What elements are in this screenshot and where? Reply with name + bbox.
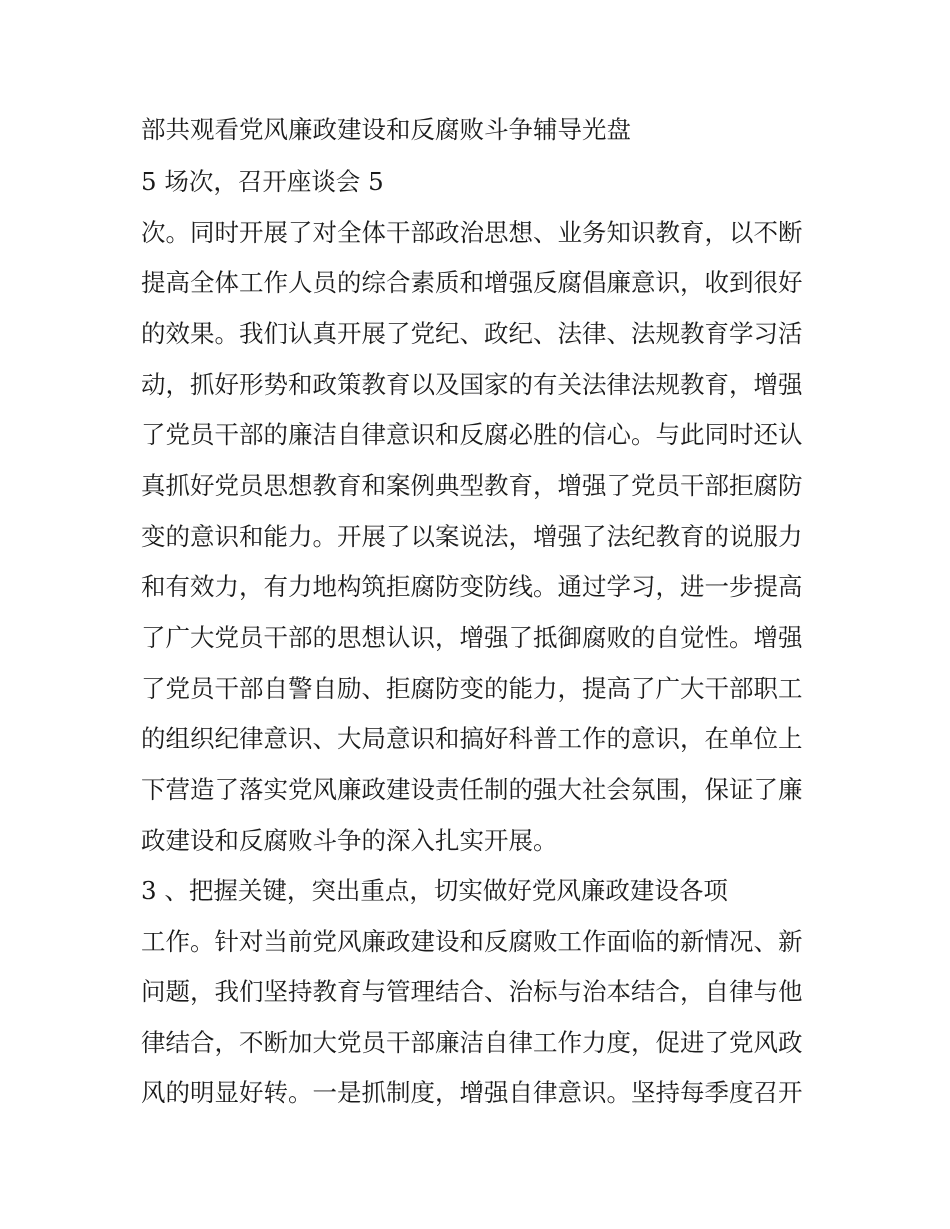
text-line: 真抓好党员思想教育和案例典型教育，增强了党员干部拒腐防 [141, 471, 803, 500]
text-line: 的组织纪律意识、大局意识和搞好科普工作的意识，在单位上 [141, 724, 803, 753]
text-line: 问题，我们坚持教育与管理结合、治标与治本结合，自律与他 [141, 977, 803, 1006]
text-line: 了广大党员干部的思想认识，增强了抵御腐败的自觉性。增强 [141, 623, 803, 652]
text-line: 部共观看党风廉政建设和反腐败斗争辅导光盘 [141, 115, 631, 144]
text-line: 动，抓好形势和政策教育以及国家的有关法律法规教育，增强 [141, 370, 803, 399]
text-line: 下营造了落实党风廉政建设责任制的强大社会氛围，保证了廉 [141, 775, 803, 804]
text-line: 次。同时开展了对全体干部政治思想、业务知识教育，以不断 [141, 218, 803, 247]
text-line: 5 场次，召开座谈会 5 [141, 167, 384, 196]
text-line: 政建设和反腐败斗争的深入扎实开展。 [141, 826, 558, 855]
text-line: 了党员干部的廉洁自律意识和反腐必胜的信心。与此同时还认 [141, 420, 803, 449]
text-line: 律结合，不断加大党员干部廉洁自律工作力度，促进了党风政 [141, 1028, 803, 1057]
section-heading-line: 3 、把握关键，突出重点，切实做好党风廉政建设各项 [141, 876, 728, 905]
text-line: 和有效力，有力地构筑拒腐防变防线。通过学习，进一步提高 [141, 572, 803, 601]
text-line: 变的意识和能力。开展了以案说法，增强了法纪教育的说服力 [141, 522, 803, 551]
text-line: 了党员干部自警自励、拒腐防变的能力，提高了广大干部职工 [141, 674, 803, 703]
text-line: 工作。针对当前党风廉政建设和反腐败工作面临的新情况、新 [141, 927, 803, 956]
text-line: 的效果。我们认真开展了党纪、政纪、法律、法规教育学习活 [141, 319, 803, 348]
text-line: 风的明显好转。一是抓制度，增强自律意识。坚持每季度召开 [141, 1078, 803, 1107]
text-line: 提高全体工作人员的综合素质和增强反腐倡廉意识，收到很好 [141, 268, 803, 297]
